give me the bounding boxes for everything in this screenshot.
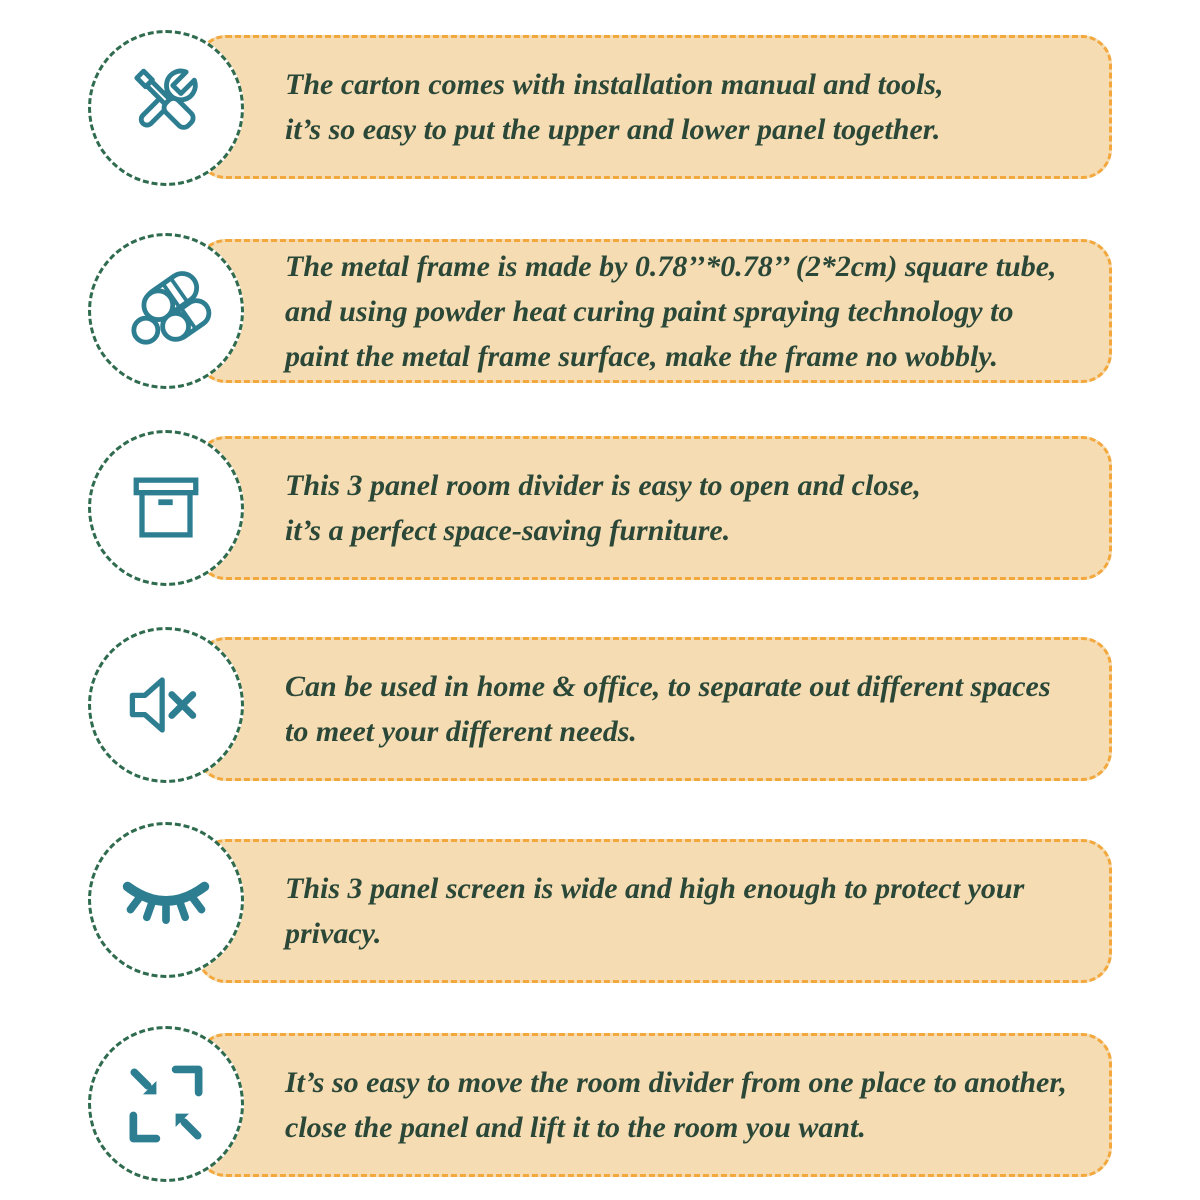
feature-text: Can be used in home & office, to separate out different spaces to meet your different needs.	[285, 670, 1051, 748]
feature-row-tools	[0, 30, 1200, 190]
feature-icon-badge	[88, 822, 244, 978]
feature-row-movable	[0, 1026, 1200, 1186]
feature-bubble	[196, 637, 1112, 781]
feature-icon-badge	[88, 430, 244, 586]
feature-row-home-office	[0, 627, 1200, 787]
feature-text: It’s so easy to move the room divider from one place to another, close the panel and lift it to the room you want.	[285, 1066, 1067, 1144]
feature-row-privacy	[0, 822, 1200, 982]
feature-bubble	[196, 239, 1112, 383]
feature-icon-badge	[88, 233, 244, 389]
feature-text: The metal frame is made by 0.78’’*0.78’’ (2*2cm) square tube, and using powder heat curing paint spraying technology to paint the metal frame surface, make the frame no wobbly.	[285, 249, 1057, 373]
feature-text: This 3 panel screen is wide and high enough to protect your privacy.	[285, 872, 1025, 950]
feature-bubble	[196, 839, 1112, 983]
feature-icon-badge	[88, 30, 244, 186]
feature-row-metal-frame	[0, 233, 1200, 393]
feature-row-room-divider	[0, 430, 1200, 590]
feature-bubble	[196, 436, 1112, 580]
feature-icon-badge	[88, 627, 244, 783]
closed-eye-icon	[118, 852, 214, 948]
feature-text: This 3 panel room divider is easy to open and close, it’s a perfect space-saving furniture.	[285, 469, 921, 547]
storage-box-icon	[118, 460, 214, 556]
muted-speaker-icon	[118, 657, 214, 753]
shrink-arrows-icon	[118, 1056, 214, 1152]
tools-icon	[118, 60, 214, 156]
feature-text: The carton comes with installation manual and tools, it’s so easy to put the upper and lower panel together.	[285, 68, 944, 146]
feature-bubble	[196, 35, 1112, 179]
metal-tubes-icon	[118, 263, 214, 359]
feature-bubble	[196, 1033, 1112, 1177]
feature-icon-badge	[88, 1026, 244, 1182]
